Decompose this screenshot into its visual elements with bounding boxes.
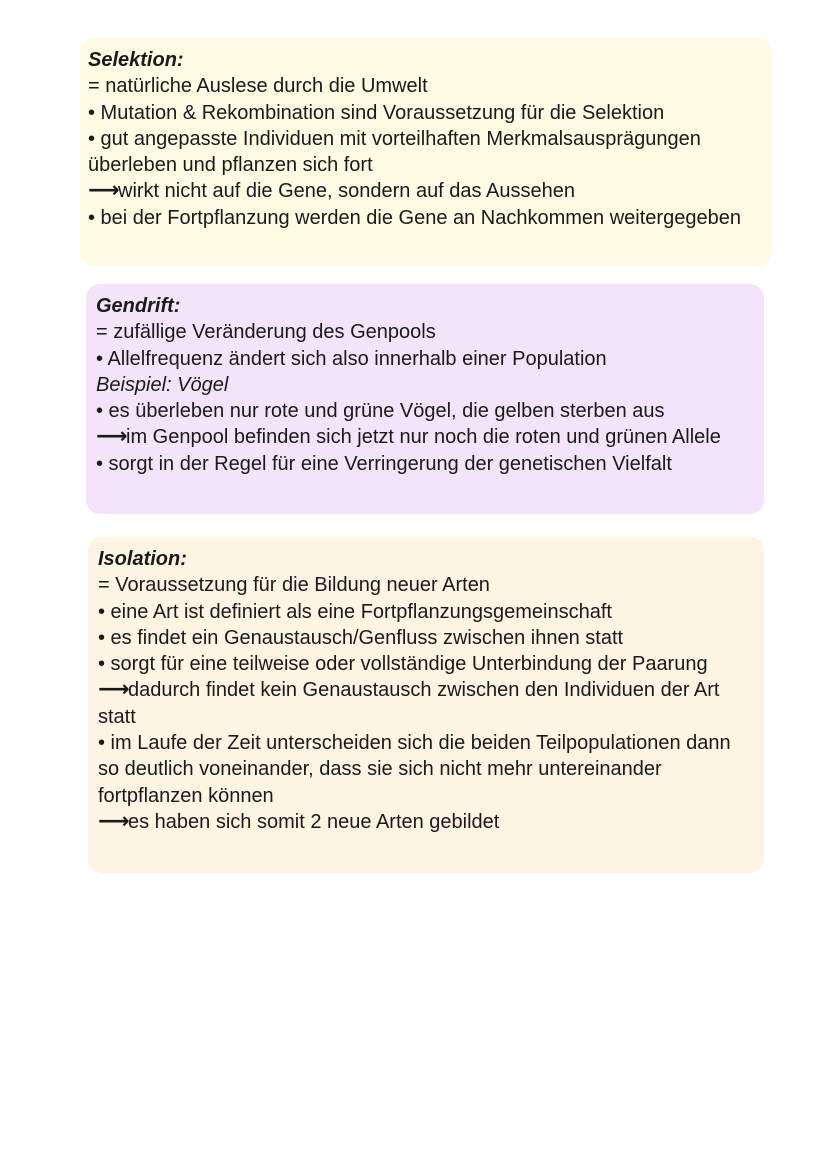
gendrift-card [86,284,764,514]
selektion-title: Selektion: [88,49,184,71]
selektion-bullet-angepasst: • gut angepasste Individuen mit vorteilhaften Merkmalsausprägungen überleben und pflanzen sich fort [88,127,701,177]
gendrift-title: Gendrift: [96,295,181,317]
selektion-bullet-fortpflanzung: • bei der Fortpflanzung werden die Gene an Nachkommen weitergegeben [88,206,741,229]
isolation-arrow-line-1 [98,677,754,730]
selektion-arrow-text: wirkt nicht auf die Gene, sondern auf das Aussehen [118,180,575,203]
selektion-bullet-mutation: • Mutation & Rekombination sind Voraussetzung für die Selektion [88,101,665,124]
gendrift-bullet-vielfalt: • sorgt in der Regel für eine Verringerung der genetischen Vielfalt [96,452,672,475]
isolation-arrow-text-2: es haben sich somit 2 neue Arten gebildet [128,810,500,833]
gendrift-example-label: Beispiel: Vögel [96,373,229,396]
isolation-bullet-teilpopulationen: • im Laufe der Zeit unterscheiden sich die beiden Teilpopulationen dann so deutlich voneinander, dass sie sich nicht mehr untereinander fortpflanzen können [98,732,731,807]
gendrift-bullet-allelfrequenz: • Allelfrequenz ändert sich also innerhalb einer Population [96,347,607,370]
selektion-definition: = natürliche Auslese durch die Umwelt [88,75,428,98]
gendrift-bullet-voegel: • es überleben nur rote und grüne Vögel, die gelben sterben aus [96,400,665,423]
selektion-card [80,38,772,266]
arrow-right-icon: ⟶ [98,807,130,833]
selektion-arrow-line [88,178,762,204]
isolation-arrow-line-2 [98,809,754,835]
arrow-right-icon: ⟶ [98,676,130,702]
isolation-arrow-text-1: dadurch findet kein Genaustausch zwischen den Individuen der Art statt [98,679,720,728]
isolation-definition: = Voraussetzung für die Bildung neuer Arten [98,574,490,597]
gendrift-arrow-line [96,424,754,450]
isolation-card [88,537,764,873]
gendrift-definition: = zufällige Veränderung des Genpools [96,321,436,344]
arrow-right-icon: ⟶ [88,177,120,203]
isolation-title: Isolation: [98,548,187,570]
gendrift-arrow-text: im Genpool befinden sich jetzt nur noch die roten und grünen Allele [126,426,721,449]
isolation-bullet-art: • eine Art ist definiert als eine Fortpflanzungsgemeinschaft [98,600,612,623]
isolation-bullet-genaustausch: • es findet ein Genaustausch/Genfluss zwischen ihnen statt [98,626,624,649]
isolation-bullet-paarung: • sorgt für eine teilweise oder vollständige Unterbindung der Paarung [98,653,708,676]
arrow-right-icon: ⟶ [96,423,128,449]
